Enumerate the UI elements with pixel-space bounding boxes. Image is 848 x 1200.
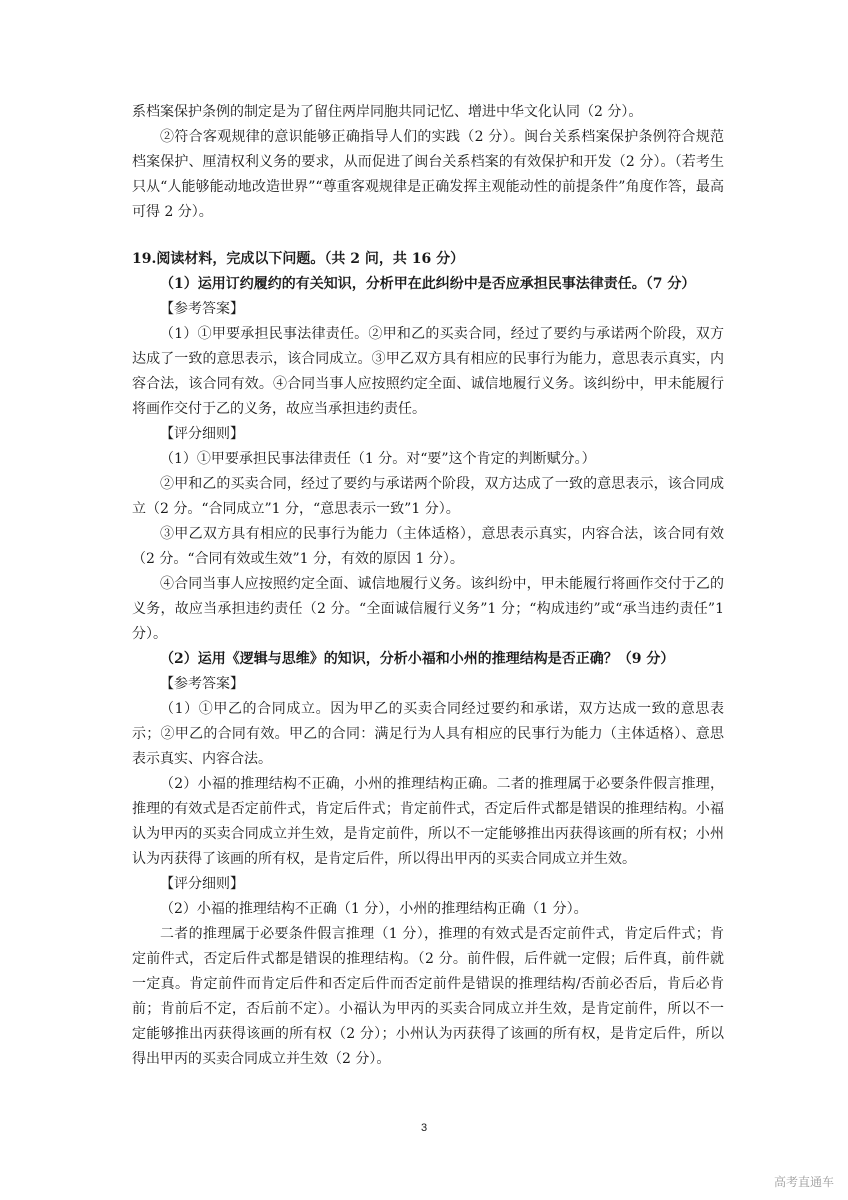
page-number: 3 bbox=[420, 1122, 428, 1134]
scoring-rule-1-3: ③甲乙双方具有相应的民事行为能力（主体适格），意思表示真实，内容合法，该合同有效（2 分。“合同有效或生效”1 分，有效的原因 1 分）。 bbox=[132, 526, 724, 567]
page-content bbox=[132, 100, 724, 1072]
reference-answer-1: （1）①甲要承担民事法律责任。②甲和乙的买卖合同，经过了要约与承诺两个阶段，双方达成了一致的意思表示，该合同成立。③甲乙双方具有相应的民事行为能力，意思表示真实，内容合法，该合同有效。④合同当事人应按照约定全面、诚信地履行义务。该纠纷中，甲未能履行将画作交付于乙的义务，故应当承担违约责任。 bbox=[132, 326, 724, 417]
reference-answer-label: 【参考答案】 bbox=[160, 301, 244, 317]
scoring-rule-2-1: （2）小福的推理结构不正确（1 分），小州的推理结构正确（1 分）。 bbox=[160, 901, 588, 917]
paragraph-point-2: ②符合客观规律的意识能够正确指导人们的实践（2 分）。闽台关系档案保护条例符合规范档案保护、厘清权利义务的要求，从而促进了闽台关系档案的有效保护和开发（2 分）。（若考生只从“人能够能动地改造世界”“尊重客观规律是正确发挥主观能动性的前提条件”角度作答，最高可得 2 分）。 bbox=[132, 129, 724, 220]
reference-answer-2-1: （1）①甲乙的合同成立。因为甲乙的买卖合同经过要约和承诺，双方达成一致的意思表示；②甲乙的合同有效。甲乙的合同：满足行为人具有相应的民事行为能力（主体适格）、意思表示真实、内容合法。 bbox=[132, 701, 724, 767]
reference-answer-label-2: 【参考答案】 bbox=[160, 676, 244, 692]
watermark-text: 高考直通车 bbox=[773, 1175, 834, 1189]
scoring-rule-2-2: 二者的推理属于必要条件假言推理（1 分），推理的有效式是否定前件式，肯定后件式；肯定前件式，否定后件式都是错误的推理结构。（2 分。前件假，后件就一定假；后件真，前件就一定真。肯定前件而肯定后件和否定后件而否定前件是错误的推理结构/否前必否后，肯后必肯前；肯前后不定，否后前不定）。小福认为甲丙的买卖合同成立并生效，是肯定前件，所以不一定能够推出丙获得该画的所有权（2 分）；小州认为丙获得了该画的所有权，是肯定后件，所以得出甲丙的买卖合同成立并生效（2 分）。 bbox=[132, 926, 724, 1067]
sub-question-1: （1）运用订约履约的有关知识，分析甲在此纠纷中是否应承担民事法律责任。（7 分） bbox=[160, 276, 696, 292]
scoring-rule-1-4: ④合同当事人应按照约定全面、诚信地履行义务。该纠纷中，甲未能履行将画作交付于乙的义务，故应当承担违约责任（2 分。“全面诚信履行义务”1 分；“构成违约”或“承当违约责任”1 分）。 bbox=[132, 576, 724, 642]
question-19-heading: 19.阅读材料，完成以下问题。（共 2 问，共 16 分） bbox=[132, 251, 465, 267]
scoring-rule-1-1: （1）①甲要承担民事法律责任（1 分。对“要”这个肯定的判断赋分。） bbox=[160, 451, 596, 467]
scoring-rule-1-2: ②甲和乙的买卖合同，经过了要约与承诺两个阶段，双方达成了一致的意思表示，该合同成立（2 分。“合同成立”1 分，“意思表示一致”1 分）。 bbox=[132, 476, 724, 517]
scoring-rules-label-2: 【评分细则】 bbox=[160, 876, 244, 892]
reference-answer-2-2: （2）小福的推理结构不正确，小州的推理结构正确。二者的推理属于必要条件假言推理，推理的有效式是否定前件式，肯定后件式；肯定前件式，否定后件式都是错误的推理结构。小福认为甲丙的买卖合同成立并生效，是肯定前件，所以不一定能够推出丙获得该画的所有权；小州认为丙获得了该画的所有权，是肯定后件，所以得出甲丙的买卖合同成立并生效。 bbox=[132, 776, 724, 867]
scoring-rules-label: 【评分细则】 bbox=[160, 426, 244, 442]
sub-question-2: （2）运用《逻辑与思维》的知识，分析小福和小州的推理结构是否正确？（9 分） bbox=[160, 651, 675, 667]
paragraph-continuation: 系档案保护条例的制定是为了留住两岸同胞共同记忆、增进中华文化认同（2 分）。 bbox=[132, 104, 643, 120]
